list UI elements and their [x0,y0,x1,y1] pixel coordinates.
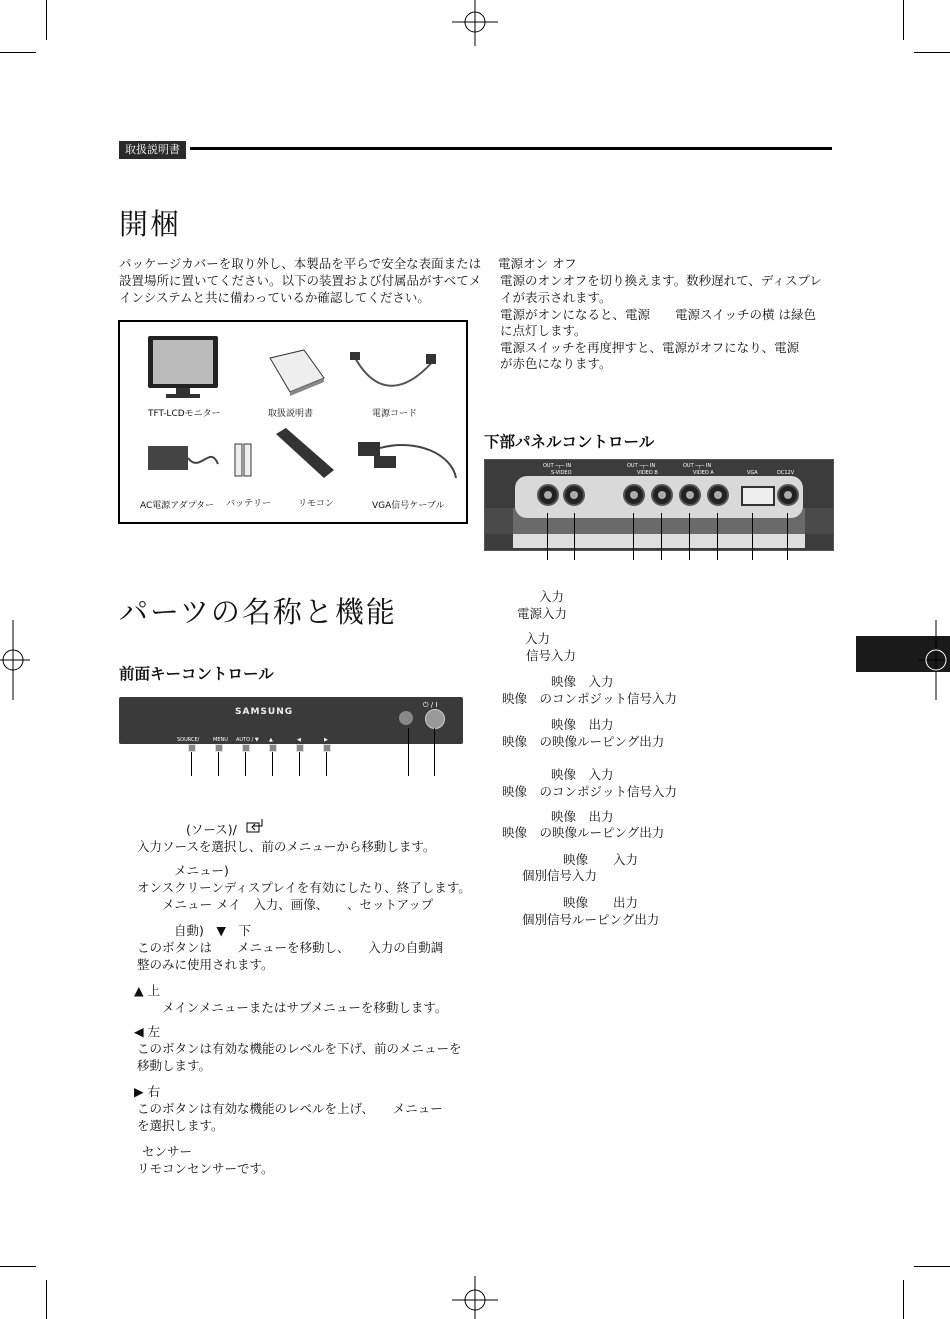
video-a-in-port [707,484,729,506]
power-line: イが表示されます。 [500,290,612,305]
bottom-panel-illustration [484,459,834,551]
item-caption: VGA信号ケーブル [372,501,445,511]
crop-mark [914,52,950,53]
front-panel-title: 前面キーコントロール [119,665,274,683]
unpacking-intro-line: インシステムと共に備わっているか確認してください。 [119,290,430,305]
bottom-item-heading: 映像 入力 [563,852,639,867]
monitor-illustration [144,334,222,400]
registration-mark-left [0,620,30,700]
power-line: に点灯します。 [500,323,587,338]
leader-line [218,752,219,776]
bottom-item-line: 映像 のコンポジット信号入力 [502,691,678,706]
video-a-out-port [679,484,701,506]
bottom-panel-title: 下部パネルコントロール [484,433,655,451]
power-cord-illustration [348,350,438,398]
auto-key-label: AUTO / ▼ [236,737,259,743]
video-b-out-port [623,484,645,506]
manual-header-label: 取扱説明書 [119,141,186,159]
front-item-heading: (ソース)/ [186,822,237,837]
power-symbol-label: ⏻ / I [423,701,438,709]
leader-line [787,513,788,560]
accessories-box [118,320,468,524]
port-label: S-VIDEO [551,470,572,476]
leader-line [434,728,435,776]
remote-illustration [270,426,340,486]
registration-mark-bottom [452,1276,498,1319]
port-label: DC12V [777,470,795,476]
video-b-in-port [651,484,673,506]
front-item-heading: センサー [142,1144,193,1159]
remote-sensor [399,711,413,725]
right-key-label: ▶ [324,737,328,743]
bottom-item-line: 電源入力 [517,606,568,621]
vga-port [741,486,775,506]
front-item-heading: ▶ 右 [134,1084,161,1099]
power-button[interactable] [425,709,445,729]
crop-mark [903,1280,904,1319]
leader-line [272,752,273,776]
front-item-line: メインメニューまたはサブメニューを移動します。 [162,1000,448,1015]
leader-line [574,513,575,560]
front-item-line: このボタンは メニューを移動し、 入力の自動調 [137,940,444,955]
item-caption: AC電源アダプター [140,501,215,511]
front-item-heading: 自動) ▼ 下 [174,923,251,938]
item-caption: 取扱説明書 [268,409,314,419]
unpacking-intro-line: 設置場所に置いてください。以下の装置および付属品がすべてメ [119,273,482,288]
port-label: VIDEO A [693,470,714,476]
crop-mark [914,1266,950,1267]
bottom-item-heading: 入力 [539,589,565,604]
bottom-item-heading: 映像 出力 [551,717,614,732]
power-title: 電源オン オフ [498,256,577,271]
bottom-item-heading: 映像 出力 [551,809,614,824]
right-button[interactable] [323,744,331,752]
front-item-line: を選択します。 [137,1118,224,1133]
front-item-heading: ▲ 上 [134,983,161,998]
enter-icon [246,818,268,834]
unpacking-title: 開梱 [119,207,182,241]
front-panel-illustration [119,697,463,744]
auto-button[interactable] [242,744,250,752]
front-item-heading: ◀ 左 [134,1024,161,1039]
bottom-item-line: 映像 の映像ルーピング出力 [502,825,665,840]
leader-line [752,513,753,560]
crop-mark [903,0,904,40]
unpacking-intro-line: パッケージカバーを取り外し、本製品を平らで安全な表面または [119,256,482,271]
up-button[interactable] [269,744,277,752]
leader-line [408,728,409,776]
bottom-item-line: 映像 の映像ルーピング出力 [502,734,665,749]
leader-line [326,752,327,776]
front-item-line: このボタンは有効な機能のレベルを下げ、前のメニューを [137,1041,462,1056]
crop-mark [0,1266,36,1267]
front-item-line: メニュー メイ 入力、画像、 、セットアップ [162,897,434,912]
up-key-label: ▲ [269,737,273,743]
bottom-item-line: 個別信号入力 [522,868,598,883]
front-item-heading: メニュー) [174,863,229,878]
crop-mark [0,52,36,53]
crop-mark [46,1280,47,1319]
port-label: VGA [747,470,758,476]
item-caption: 電源コード [372,409,418,419]
port-label: OUT ─┬─ IN [543,463,572,469]
ac-adapter-illustration [140,434,220,484]
leader-line [633,513,634,560]
registration-mark-top [452,0,498,46]
bottom-item-heading: 映像 入力 [551,767,614,782]
left-button[interactable] [296,744,304,752]
leader-line [661,513,662,560]
item-caption: リモコン [298,499,335,509]
port-label: OUT ─┬─ IN [627,463,656,469]
front-item-line: 整のみに使用されます。 [137,957,274,972]
power-line: 電源がオンになると、電源 電源スイッチの横 は緑色 [500,307,816,322]
svideo-out-port [537,484,559,506]
svideo-in-port [563,484,585,506]
bottom-item-line: 映像 のコンポジット信号入力 [502,784,678,799]
power-line: 電源のオンオフを切り換えます。数秒遅れて、ディスプレ [500,273,822,288]
samsung-logo: SAMSUNG [235,707,294,717]
source-button[interactable] [188,744,196,752]
parts-title: パーツの名称と機能 [119,595,397,629]
front-item-line: 入力ソースを選択し、前のメニューから移動します。 [137,839,436,854]
bottom-item-heading: 映像 出力 [563,895,639,910]
menu-button[interactable] [215,744,223,752]
dc12v-port [777,484,799,506]
front-item-line: リモコンセンサーです。 [137,1161,274,1176]
left-key-label: ◀ [297,737,301,743]
front-item-line: オンスクリーンディスプレイを有効にしたり、終了します。 [137,880,471,895]
bottom-item-line: 個別信号ルーピング出力 [522,912,660,927]
power-line: が赤色になります。 [500,356,612,371]
leader-line [547,513,548,560]
item-caption: バッテリー [226,499,272,509]
item-caption: TFT-LCDモニター [148,409,221,419]
front-item-line: このボタンは有効な機能のレベルを上げ、 メニュー [137,1101,443,1116]
front-item-line: 移動します。 [137,1058,212,1073]
bottom-item-heading: 入力 [525,631,551,646]
manual-illustration [260,348,330,398]
leader-line [299,752,300,776]
port-label: OUT ─┬─ IN [683,463,712,469]
leader-line [245,752,246,776]
leader-line [689,513,690,560]
leader-line [191,752,192,776]
header-rule [190,147,832,150]
power-line: 電源スイッチを再度押すと、電源がオフになり、電源 [500,340,800,355]
menu-key-label: MENU [213,737,228,743]
port-label: VIDEO B [637,470,658,476]
crop-mark [46,0,47,40]
battery-illustration [232,440,254,480]
bottom-item-heading: 映像 入力 [551,674,614,689]
leader-line [717,513,718,560]
source-key-label: SOURCE/ [177,737,200,743]
vga-cable-illustration [356,434,460,490]
bottom-item-line: 信号入力 [526,648,577,663]
registration-mark-right [918,620,950,700]
